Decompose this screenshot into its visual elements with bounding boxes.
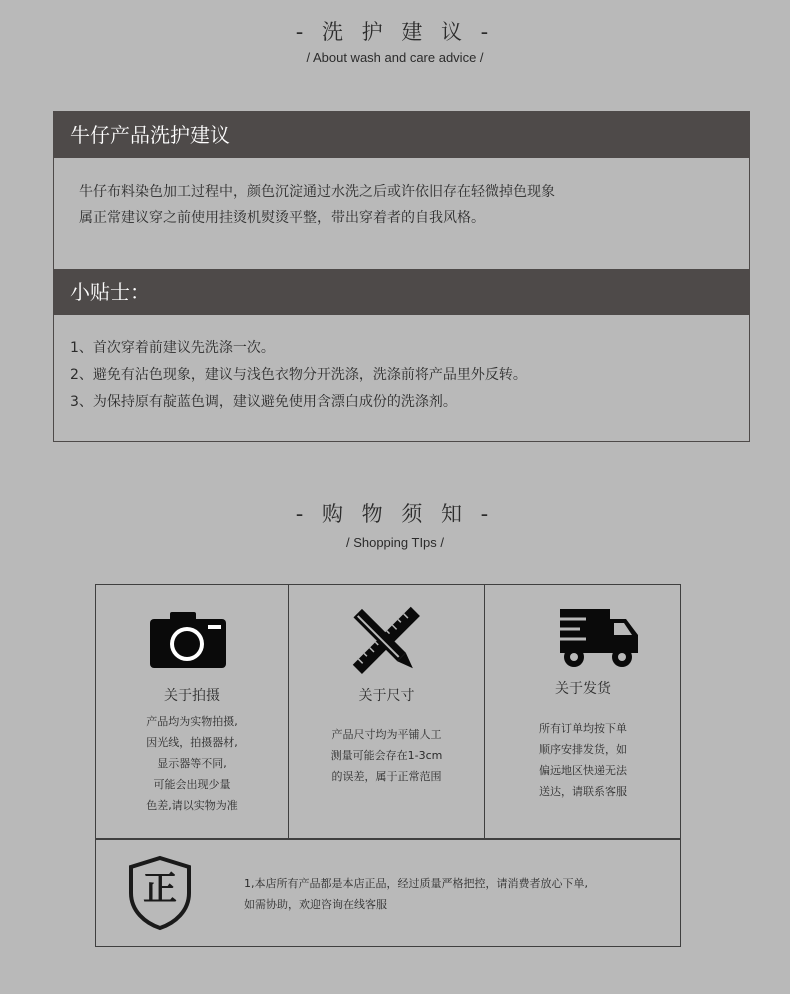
delivery-truck-icon [546,605,642,669]
tip-item: 1、首次穿着前建议先洗涤一次。 [70,340,275,356]
shop-section-title: - 购 物 须 知 - [295,502,495,526]
tips-band-title: 小贴士： [54,269,749,315]
care-paragraph-line: 属正常建议穿之前使用挂烫机熨烫平整，带出穿着者的自我风格。 [79,210,485,226]
cell-text-shipping: 所有订单均按下单 顺序安排发货，如 偏远地区快递无法 送达，请联系客服 [539,722,627,798]
care-section-subtitle: / About wash and care advice / [306,50,484,65]
ruler-pencil-icon [348,605,424,675]
care-paragraph-line: 牛仔布料染色加工过程中，颜色沉淀通过水洗之后或许依旧存在轻微掉色现象 [79,184,555,200]
cell-title-size: 关于尺寸 [358,688,415,704]
shopping-tips-panel [95,584,681,947]
tip-item: 2、避免有沾色现象，建议与浅色衣物分开洗涤，洗涤前将产品里外反转。 [70,367,527,383]
tip-item: 3、为保持原有靛蓝色调，建议避免使用含漂白成份的洗涤剂。 [70,394,457,410]
camera-icon [148,610,228,670]
authentic-shield-icon [127,855,193,931]
row-divider [96,838,680,840]
cell-title-photo: 关于拍摄 [164,688,220,704]
cell-text-size: 产品尺寸均为平铺人工 测量可能会存在1-3cm 的误差，属于正常范围 [330,728,443,783]
cell-text-photo: 产品均为实物拍摄, 因光线，拍摄器材, 显示器等不同, 可能会出现少量 色差,请以实物为准 [146,715,238,812]
column-divider [288,585,289,839]
cell-title-shipping: 关于发货 [555,681,611,697]
care-band-title: 牛仔产品洗护建议 [54,112,749,158]
authentic-text: 1,本店所有产品都是本店正品，经过质量严格把控，请消费者放心下单, 如需协助，欢迎咨询在线客服 [244,877,588,911]
shop-section-subtitle: / Shopping TIps / [345,535,445,550]
authentic-badge-char: 正 [143,869,177,909]
care-section-title: - 洗 护 建 议 - [295,20,495,44]
care-advice-panel [53,111,750,442]
